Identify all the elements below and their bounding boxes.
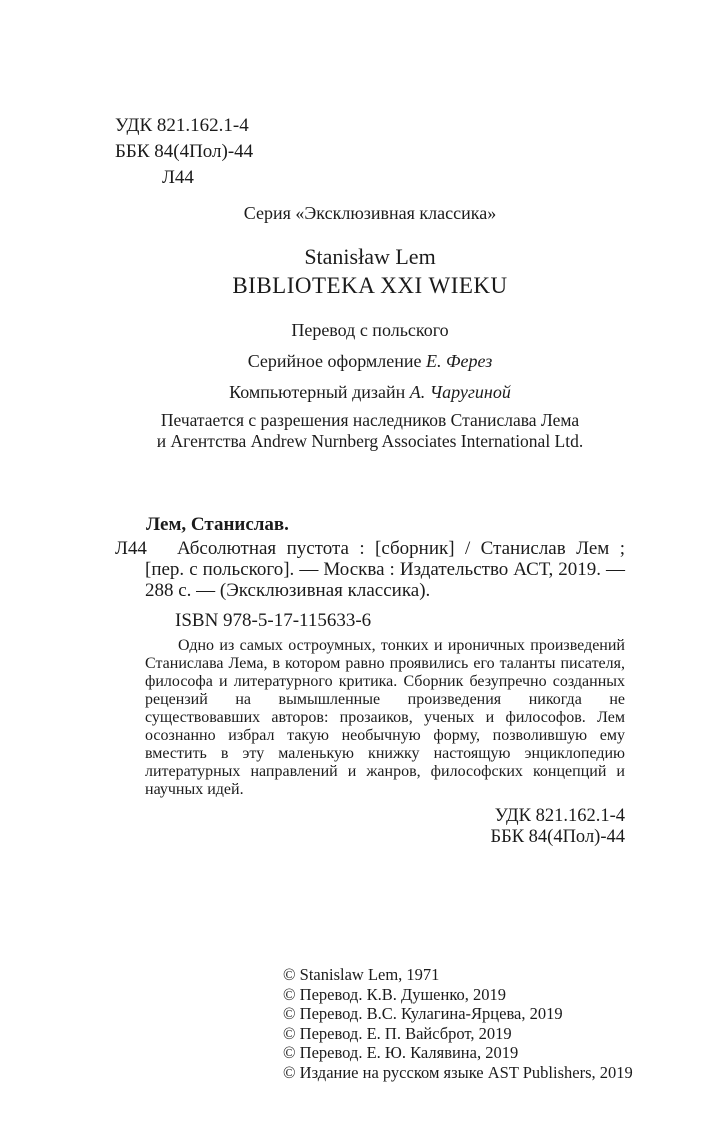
permission-line-2: и Агентства Andrew Nurnberg Associates International Ltd. [156, 431, 584, 451]
series-design-credit [115, 350, 625, 372]
copyright-russian-edition: © Издание на русском языке AST Publishers, 2019 [283, 1062, 633, 1082]
bbk-code-bottom: ББК 84(4Пол)-44 [490, 827, 625, 847]
copyright-original: © Stanislaw Lem, 1971 [283, 965, 440, 984]
copyright-translation-dushenko: © Перевод. К.В. Душенко, 2019 [283, 984, 506, 1004]
series-design-label: Серийное оформление [247, 351, 422, 371]
copyright-translation-kulagina: © Перевод. В.С. Кулагина-Ярцева, 2019 [283, 1004, 563, 1023]
series-line: Серия «Эксклюзивная классика» [243, 203, 497, 223]
card-code-margin: Л44 [115, 538, 147, 559]
translation-note: Перевод с польского [291, 320, 449, 340]
page-content [115, 113, 633, 1082]
copyright-block [283, 965, 633, 1082]
computer-design-name: А. Чаругиной [409, 382, 511, 402]
author-name: Stanisław Lem [304, 244, 436, 269]
udk-code-bottom: УДК 821.162.1-4 [494, 806, 625, 826]
bibliography-description: Абсолютная пустота : [сборник] / Станислав Лем ; [пер. с польского]. — Москва : Издательство АСТ, 2019. — 288 с. — (Эксклюзивная классика). [145, 538, 625, 601]
series-design-name: Е. Ферез [426, 351, 493, 371]
card-author-heading: Лем, Станислав. [146, 514, 289, 535]
computer-design-credit [115, 381, 625, 403]
catalog-card [115, 514, 625, 848]
cataloguing-codes-bottom [115, 806, 625, 848]
bbk-code-top: ББК 84(4Пол)-44 [115, 141, 254, 162]
computer-design-label: Компьютерный дизайн [229, 382, 406, 402]
card-code-top: Л44 [162, 167, 194, 188]
book-title: BIBLIOTEKA XXI WIEKU [232, 273, 508, 298]
permission-line-1: Печатается с разрешения наследников Станислава Лема [160, 410, 580, 430]
isbn: ISBN 978-5-17-115633-6 [175, 610, 372, 631]
permission-note [115, 410, 625, 452]
cataloguing-codes-top [115, 113, 625, 191]
bibliography-row [115, 538, 625, 601]
copyright-translation-kalyavina: © Перевод. Е. Ю. Калявина, 2019 [283, 1043, 519, 1062]
copyright-translation-vaisbrot: © Перевод. Е. П. Вайсброт, 2019 [283, 1023, 512, 1043]
udk-code-top: УДК 821.162.1-4 [115, 115, 249, 136]
annotation-text: Одно из самых остроумных, тонких и ироничных произведений Станислава Лема, в котором равно проявились его таланты писателя, философа и литературного критика. Сборник безупречно созданных рецензий на вымышленные произведения никогда не существовавших авторов: прозаиков, ученых и философов. Лем осознанно избрал такую необычную форму, позволившую ему вместить в эту маленькую книжку настоящую энциклопедию литературных направлений и жанров, философских концепций и научных идей. [145, 637, 625, 798]
